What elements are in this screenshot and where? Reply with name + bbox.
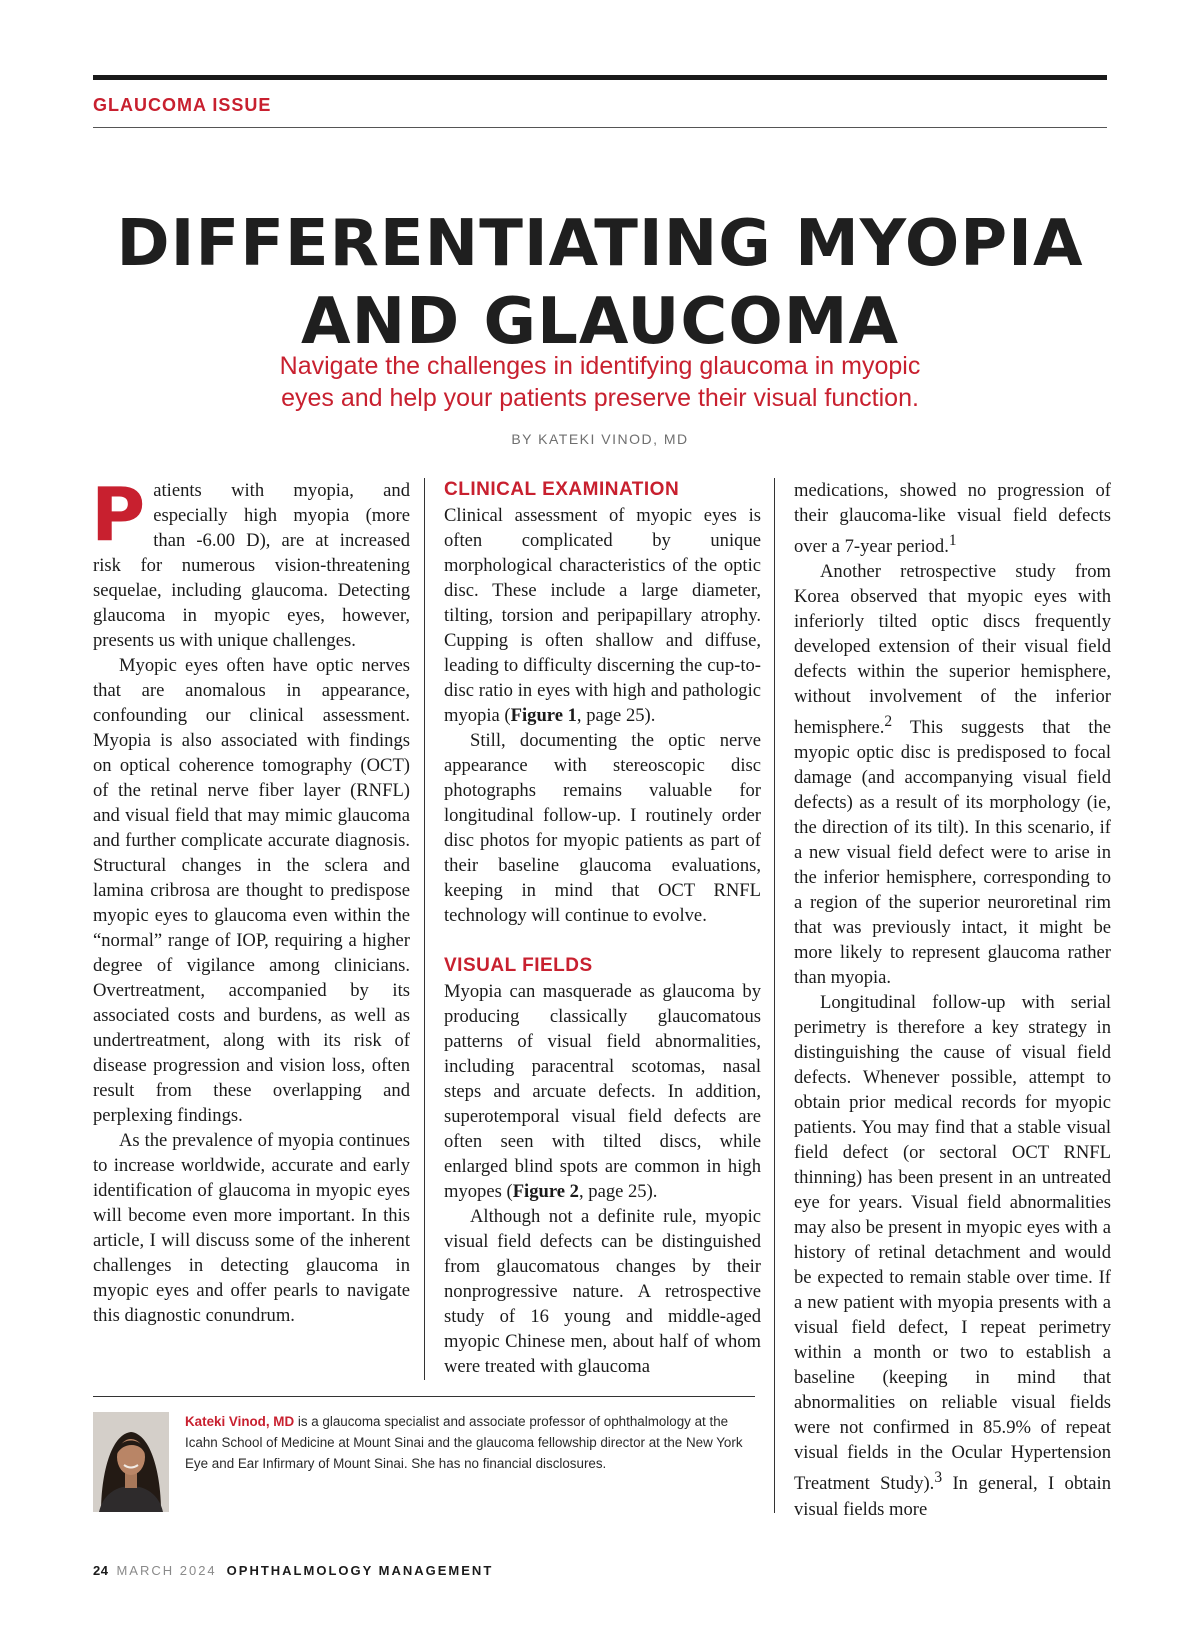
article-subtitle xyxy=(160,350,1040,414)
citation-marker: 1 xyxy=(948,532,957,549)
section-tag: GLAUCOMA ISSUE xyxy=(93,95,272,115)
citation-marker: 3 xyxy=(934,1469,943,1487)
subtitle-line-1: Navigate the challenges in identifying glaucoma in myopic xyxy=(279,352,921,380)
paragraph: Still, documenting the optic nerve appearance with stereoscopic disc photographs remains valuable for longitudinal follow-up. I routinely order disc photos for myopic patients as part of their baseline glaucoma evaluations, keeping in mind that OCT RNFL technology will continue to evolve. xyxy=(444,730,761,926)
top-rule xyxy=(93,75,1107,80)
paragraph-text: , page 25). xyxy=(576,705,656,726)
author-bio-text: is a glaucoma specialist and associate professor of ophthalmology at the Icahn School of Medicine at Mount Sinai and the glaucoma fellowship director at the New York Eye and Ear Infirmary of Mount Sinai. She has no financial disclosures. xyxy=(185,1414,743,1471)
author-portrait-icon xyxy=(93,1412,169,1512)
paragraph xyxy=(91,472,410,653)
paragraph-text: This suggests that the myopic optic disc is predisposed to focal damage (and accompanying visual field defects) as a result of its morphology (ie, the direction of its tilt). In this scenario, if a new visual field defect were to arise in the inferior hemisphere, corresponding to a region of the superior neuroretinal rim that was previously intact, it might be more likely to represent glaucoma rather than myopia. xyxy=(794,717,1111,989)
paragraph-text: Clinical assessment of myopic eyes is often complicated by unique morphological characteristics of the optic disc. These include a large diameter, tilting, torsion and peripapillary atrophy. Cupping is often shallow and diffuse, leading to difficulty discerning the cup-to-disc ratio in eyes with high and pathologic myopia ( xyxy=(444,505,761,726)
column-1 xyxy=(91,472,410,1328)
paragraph xyxy=(794,478,1111,559)
title-line-2: AND GLAUCOMA xyxy=(301,285,899,359)
byline: BY KATEKI VINOD, MD xyxy=(511,431,689,447)
paragraph xyxy=(444,979,761,1204)
column-divider xyxy=(774,478,775,1513)
column-3 xyxy=(794,478,1111,1522)
column-divider xyxy=(424,478,425,1380)
paragraph: Myopic eyes often have optic nerves that are anomalous in appearance, confounding our clinical assessment. Myopia is also associated with findings on optical coherence tomography (OCT) of the retinal nerve fiber layer (RNFL) and visual field that may mimic glaucoma and further complicate accurate diagnosis. Structural changes in the sclera and lamina cribrosa are thought to predispose myopic eyes to glaucoma even within the “normal” range of IOP, requiring a higher degree of vigilance among clinicians. Overtreatment, accompanied by its associated costs and burdens, as well as undertreatment, along with its risk of disease progression and vision loss, often result from these overlapping and perplexing findings. xyxy=(93,655,410,1126)
publication-name: OPHTHALMOLOGY MANAGEMENT xyxy=(226,1563,494,1578)
paragraph-text: medications, showed no progression of their glaucoma-like visual field defects over a 7-year period. xyxy=(794,480,1111,558)
bio-divider xyxy=(93,1396,755,1397)
author-bio xyxy=(185,1411,750,1474)
header-divider xyxy=(93,127,1107,128)
paragraph: Although not a definite rule, myopic visual field defects can be distinguished from glaucomatous changes by their nonprogressive nature. A retrospective study of 16 young and middle-aged myopic Chinese men, about half of whom were treated with glaucoma xyxy=(444,1206,761,1377)
figure-reference: Figure 2 xyxy=(512,1181,579,1202)
paragraph-text: Another retrospective study from Korea observed that myopic eyes with inferiorly tilted optic discs frequently developed extension of their visual field defects within the superior hemisphere, without involvement of the inferior hemisphere. xyxy=(794,561,1111,739)
paragraph xyxy=(794,559,1111,990)
issue-date: MARCH 2024 xyxy=(116,1563,217,1578)
subtitle-line-2: eyes and help your patients preserve their visual function. xyxy=(281,384,919,412)
drop-cap: P xyxy=(91,472,146,558)
figure-reference: Figure 1 xyxy=(510,705,577,726)
paragraph-text: Longitudinal follow-up with serial perimetry is therefore a key strategy in distinguishing the cause of visual field defects. Whenever possible, attempt to obtain prior medical records for myopic patients. You may find that a stable visual field defect (or sectoral OCT RNFL thinning) has been present in an untreated eye for years. Visual field abnormalities may also be present in myopic eyes with a history of retinal detachment and would be expected to remain stable over time. If a new patient with myopia presents with a visual field defect, I repeat perimetry within a month or two to establish a baseline (keeping in mind that abnormalities on reliable visual fields were not confirmed in 85.9% of repeat visual fields in the Ocular Hypertension Treatment Study). xyxy=(794,992,1111,1495)
author-photo xyxy=(93,1412,169,1512)
paragraph xyxy=(444,503,761,728)
title-line-1: DIFFERENTIATING MYOPIA xyxy=(116,207,1084,281)
page-number: 24 xyxy=(93,1563,109,1578)
author-name: Kateki Vinod, MD xyxy=(185,1414,295,1429)
article-title xyxy=(60,205,1140,361)
column-2 xyxy=(444,478,761,1379)
paragraph: As the prevalence of myopia continues to increase worldwide, accurate and early identification of glaucoma in myopic eyes will become even more important. In this article, I will discuss some of the inherent challenges in detecting glaucoma in myopic eyes and offer pearls to navigate this diagnostic conundrum. xyxy=(93,1130,410,1326)
paragraph-text: Myopia can masquerade as glaucoma by producing classically glaucomatous patterns of visual field abnormalities, including paracentral scotomas, nasal steps and arcuate defects. In addition, superotemporal visual field defects are often seen with tilted discs, while enlarged blind spots are common in high myopes ( xyxy=(444,981,761,1202)
paragraph xyxy=(794,990,1111,1521)
page-footer xyxy=(93,1563,493,1578)
paragraph-text: , page 25). xyxy=(578,1181,658,1202)
paragraph-text: atients with myopia, and especially high myopia (more than -6.00 D), are at increased risk for numerous vision-threatening sequelae, including glaucoma. Detecting glaucoma in myopic eyes, however, presents us with unique challenges. xyxy=(93,480,410,651)
section-heading-clinical-examination: CLINICAL EXAMINATION xyxy=(444,479,680,500)
paragraph-text: In general, I obtain visual fields more xyxy=(794,1473,1112,1520)
section-heading-visual-fields: VISUAL FIELDS xyxy=(444,955,593,976)
citation-marker: 2 xyxy=(884,713,893,731)
